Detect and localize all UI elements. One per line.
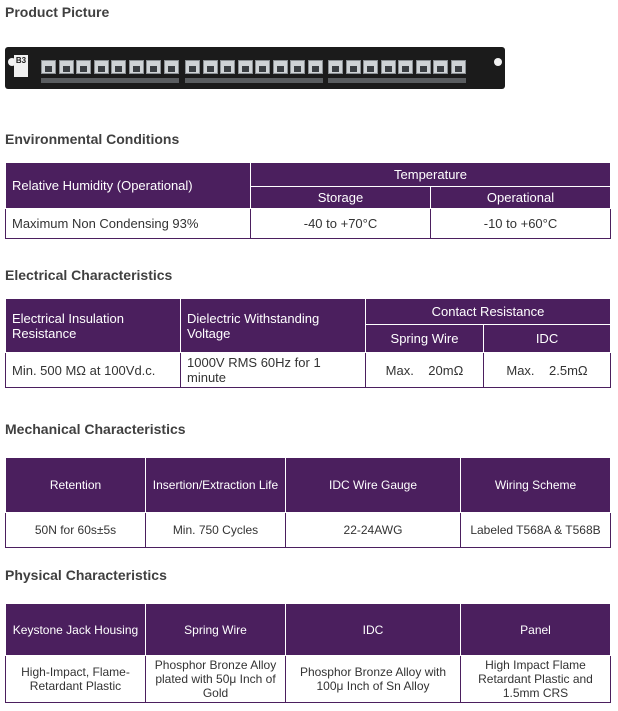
- rj45-port: [381, 60, 396, 74]
- spring-wire-header: Spring Wire: [366, 325, 484, 353]
- idc-value: Max. 2.5mΩ: [484, 353, 611, 388]
- rj45-port: [129, 60, 144, 74]
- spring-wire-material-header: Spring Wire: [146, 604, 286, 656]
- rj45-port: [238, 60, 253, 74]
- rj45-port: [111, 60, 126, 74]
- wire-gauge-value: 22-24AWG: [286, 513, 461, 548]
- mechanical-table: [5, 457, 611, 548]
- brand-logo: B3: [14, 55, 28, 77]
- product-picture-heading: Product Picture: [5, 4, 110, 20]
- humidity-value: Maximum Non Condensing 93%: [6, 209, 251, 239]
- rj45-port: [164, 60, 179, 74]
- insulation-value: Min. 500 MΩ at 100Vd.c.: [6, 353, 181, 388]
- rj45-port: [220, 60, 235, 74]
- operational-header: Operational: [431, 187, 611, 209]
- environmental-heading: Environmental Conditions: [5, 131, 180, 147]
- port-label-strip: [328, 78, 466, 83]
- spring-wire-material-value: Phosphor Bronze Alloy plated with 50μ Inch of Gold: [146, 656, 286, 703]
- rj45-port: [255, 60, 270, 74]
- wiring-scheme-value: Labeled T568A & T568B: [461, 513, 611, 548]
- rj45-port: [41, 60, 56, 74]
- rj45-port: [346, 60, 361, 74]
- port-label-strip: [185, 78, 323, 83]
- rj45-port: [203, 60, 218, 74]
- wiring-scheme-header: Wiring Scheme: [461, 458, 611, 513]
- temperature-header: Temperature: [251, 163, 611, 187]
- rj45-port: [398, 60, 413, 74]
- rj45-port: [363, 60, 378, 74]
- rj45-port: [94, 60, 109, 74]
- rj45-port: [185, 60, 200, 74]
- rj45-port: [328, 60, 343, 74]
- insulation-header: Electrical Insulation Resistance: [6, 299, 181, 353]
- wire-gauge-header: IDC Wire Gauge: [286, 458, 461, 513]
- rj45-port: [273, 60, 288, 74]
- insertion-life-value: Min. 750 Cycles: [146, 513, 286, 548]
- operational-value: -10 to +60°C: [431, 209, 611, 239]
- rj45-port: [290, 60, 305, 74]
- storage-header: Storage: [251, 187, 431, 209]
- idc-header: IDC: [484, 325, 611, 353]
- electrical-table: [5, 298, 611, 388]
- housing-header: Keystone Jack Housing: [6, 604, 146, 656]
- physical-heading: Physical Characteristics: [5, 567, 167, 583]
- insertion-life-header: Insertion/Extraction Life: [146, 458, 286, 513]
- rj45-port: [451, 60, 466, 74]
- rj45-port: [416, 60, 431, 74]
- rj45-port: [146, 60, 161, 74]
- patch-panel-image: [5, 47, 505, 89]
- idc-material-value: Phosphor Bronze Alloy with 100μ Inch of Sn Alloy: [286, 656, 461, 703]
- mount-hole-right: [494, 58, 502, 66]
- idc-material-header: IDC: [286, 604, 461, 656]
- humidity-header: Relative Humidity (Operational): [6, 163, 251, 209]
- rj45-port: [308, 60, 323, 74]
- dielectric-header: Dielectric Withstanding Voltage: [181, 299, 366, 353]
- retention-header: Retention: [6, 458, 146, 513]
- spring-wire-value: Max. 20mΩ: [366, 353, 484, 388]
- housing-value: High-Impact, Flame-Retardant Plastic: [6, 656, 146, 703]
- environmental-table: [5, 162, 611, 239]
- panel-material-value: High Impact Flame Retardant Plastic and 1.5mm CRS: [461, 656, 611, 703]
- electrical-heading: Electrical Characteristics: [5, 267, 173, 283]
- retention-value: 50N for 60s±5s: [6, 513, 146, 548]
- physical-table: [5, 603, 611, 703]
- panel-material-header: Panel: [461, 604, 611, 656]
- rj45-port: [76, 60, 91, 74]
- dielectric-value: 1000V RMS 60Hz for 1 minute: [181, 353, 366, 388]
- storage-value: -40 to +70°C: [251, 209, 431, 239]
- rj45-port: [59, 60, 74, 74]
- rj45-port: [433, 60, 448, 74]
- contact-resistance-header: Contact Resistance: [366, 299, 611, 325]
- mechanical-heading: Mechanical Characteristics: [5, 421, 186, 437]
- port-label-strip: [41, 78, 179, 83]
